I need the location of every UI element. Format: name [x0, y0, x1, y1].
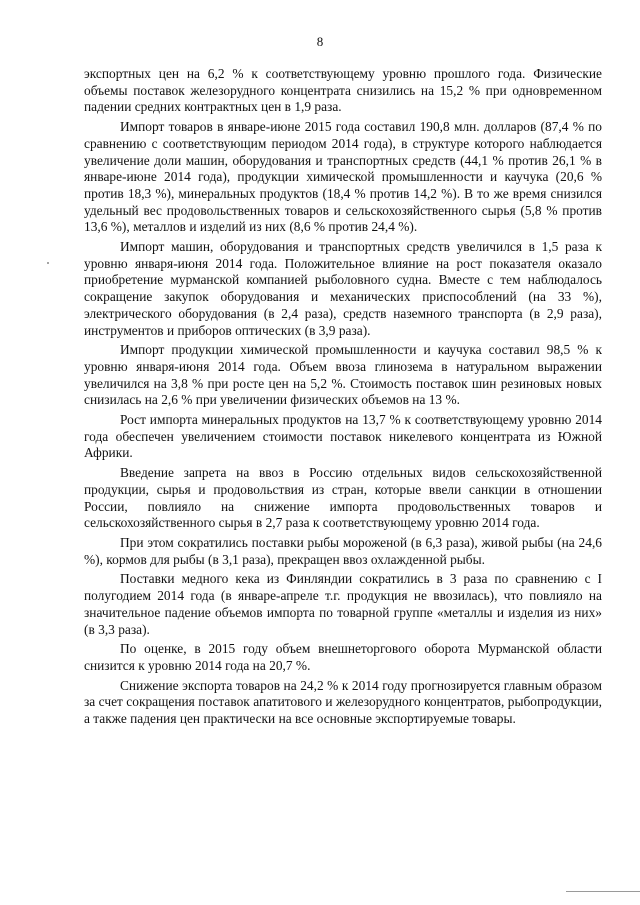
paragraph-export-decline: Снижение экспорта товаров на 24,2 % к 2014 году прогнозируется главным образом за счет сокращения поставок апатитового и железорудного концентратов, рыбопродукции, а также падения цен практически на все основные экспортируемые товары. — [84, 677, 602, 727]
paragraph-chemical-import: Импорт продукции химической промышленности и каучука составил 98,5 % к уровню января-июня 2014 года. Объем ввоза глинозема в натуральном выражении увеличился на 3,8 % при росте цен на 5,2 %. Стоимость поставок шин резиновых новых снизилась на 2,6 % при увеличении физических объемов на 13 %. — [84, 342, 602, 408]
paragraph-trade-forecast: По оценке, в 2015 году объем внешнеторгового оборота Мурманской области снизится к уровню 2014 года на 20,7 %. — [84, 641, 602, 673]
paragraph-export-prices: экспортных цен на 6,2 % к соответствующему уровню прошлого года. Физические объемы поставок железорудного концентрата снизились на 15,2 % при одновременном падении средних контрактных цен в 1,9 раза. — [84, 66, 602, 115]
page-number: 8 — [316, 34, 324, 49]
paragraph-fish-supplies: При этом сократились поставки рыбы мороженой (в 6,3 раза), живой рыбы (на 24,6 %), кормов для рыбы (в 3,1 раза), прекращен ввоз охлажденной рыбы. — [84, 534, 602, 567]
paragraph-copper-cake: Поставки медного кека из Финляндии сократились в 3 раза по сравнению с I полугодием 2014 года (в январе-апреле т.г. продукция не ввозилась), что повлияло на значительное падение объемов импорта по товарной группе «металлы и изделия из них» (в 3,3 раза). — [84, 571, 602, 637]
paragraph-machinery-import: Импорт машин, оборудования и транспортных средств увеличился в 1,5 раза к уровню января-июня 2014 года. Положительное влияние на рост показателя оказало приобретение мурманской компанией рыболовного судна. Вместе с тем наблюдалось сокращение закупок оборудования и механических приспособлений (на 33 %), электрического оборудования (в 2,4 раза), средств наземного транспорта (в 2,9 раза), инструментов и приборов оптических (в 3,9 раза). — [84, 239, 602, 338]
paragraph-mineral-import: Рост импорта минеральных продуктов на 13,7 % к соответствующему уровню 2014 года обеспечен увеличением стоимости поставок никелевого концентрата из Южной Африки. — [84, 412, 602, 461]
paragraph-sanctions-ban: Введение запрета на ввоз в Россию отдельных видов сельскохозяйственной продукции, сырья и продовольствия из стран, которые ввели санкции в отношении России, повлияло на снижение импорта продовольственных товаров и сельскохозяйственного сырья в 2,7 раза к соответствующему уровню 2014 года. — [84, 465, 602, 531]
document-body — [84, 66, 602, 731]
scan-artifact-dot — [47, 262, 49, 264]
bottom-edge-rule — [566, 891, 640, 892]
paragraph-import-structure: Импорт товаров в январе-июне 2015 года составил 190,8 млн. долларов (87,4 % по сравнению с соответствующим периодом 2014 года), в структуре которого наблюдается увеличение доли машин, оборудования и транспортных средств (44,1 % против 26,1 % в январе-июне 2014 года), продукции химической промышленности и каучука (20,6 % против 18,3 %), минеральных продуктов (18,4 % против 14,2 %). В то же время снизился удельный вес продовольственных товаров и сельскохозяйственного сырья (5,8 % против 13,6 %), металлов и изделий из них (8,6 % против 24,4 %). — [84, 119, 602, 235]
